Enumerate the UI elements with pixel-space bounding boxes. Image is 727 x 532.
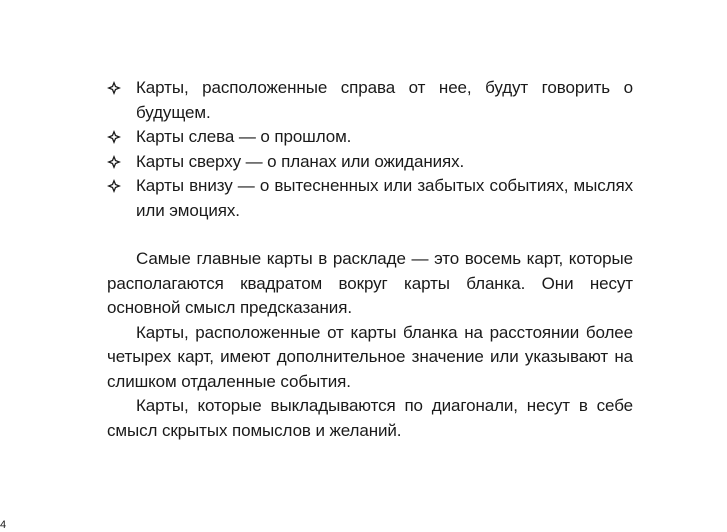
bullet-text: Карты сверху — о планах или ожиданиях. (136, 151, 465, 171)
bullet-text: Карты слева — о прошлом. (136, 127, 352, 146)
body-paragraph: Карты, расположенные от карты бланка на расстоянии более четырех карт, имеют дополнительное значение или указывают на слишком отдаленные события. (107, 322, 633, 391)
bullet-item (107, 150, 633, 175)
bullet-item (107, 76, 633, 125)
body-paragraph: Самые главные карты в раскладе — это восемь карт, которые располагаются квадратом вокруг карты бланка. Они несут основной смысл предсказания. (107, 249, 633, 317)
diamond-star-icon (107, 81, 121, 95)
body-paragraph: Карты, которые выкладываются по диагонали, несут в себе смысл скрытых помыслов и желаний. (107, 396, 633, 440)
page-number: 4 (0, 519, 7, 531)
page-body (107, 76, 633, 443)
bullet-item (107, 174, 633, 223)
bullet-item (107, 125, 633, 150)
bullet-text: Карты внизу — о вытесненных или забытых событиях, мыслях или эмоциях. (136, 176, 633, 220)
diamond-star-icon (107, 179, 121, 193)
diamond-star-icon (107, 130, 121, 144)
bullet-text: Карты, расположенные справа от нее, будут говорить о будущем. (136, 78, 633, 122)
bullet-list (107, 76, 633, 223)
diamond-star-icon (107, 155, 121, 169)
section-gap (107, 223, 633, 247)
